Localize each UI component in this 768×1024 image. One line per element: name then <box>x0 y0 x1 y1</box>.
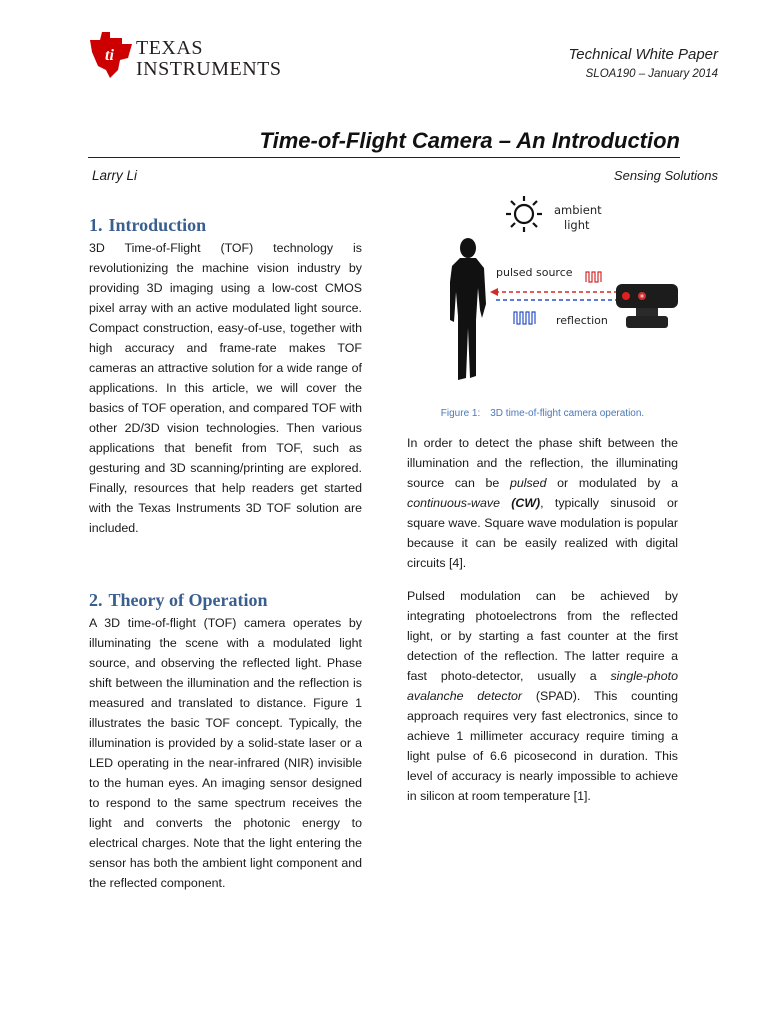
document-type: Technical White Paper <box>568 46 718 63</box>
section-body-introduction <box>89 238 362 538</box>
text-run: (SPAD). This counting approach requires very fast electronics, since to achieve 1 millimeter accuracy require timing a light pulse of 6.6 picosecond in duration. This level of accuracy is nearly impossible to achieve in silicon at room temperature [1]. <box>407 689 678 803</box>
text-run: , typically sinusoid or square wave. Square wave modulation is popular because it can be easily realized with digital circuits [4]. <box>407 496 678 570</box>
figure-tof-operation <box>440 192 690 392</box>
author-name: Larry Li <box>92 168 138 183</box>
tof-camera-icon <box>616 284 678 328</box>
ambient-label-1: ambient <box>554 203 602 217</box>
paragraph <box>407 433 678 573</box>
text-run: In order to detect the phase shift between the illumination and the reflection, the illuminating source can be <box>407 436 678 490</box>
section-number: 1. <box>89 215 103 235</box>
ti-logo <box>88 30 288 84</box>
emphasis-pulsed: pulsed <box>509 476 547 490</box>
ambient-label-2: light <box>564 218 590 232</box>
right-paragraph-1 <box>407 433 678 573</box>
paragraph <box>407 586 678 806</box>
svg-text:ti: ti <box>105 47 114 64</box>
reflection-label: reflection <box>556 314 608 327</box>
person-silhouette-icon <box>450 238 486 380</box>
pulsed-source-label: pulsed source <box>496 266 573 279</box>
right-paragraph-2 <box>407 586 678 806</box>
text-run: or modulated by a <box>546 476 678 490</box>
caption-text: 3D time-of-flight camera operation. <box>490 408 645 419</box>
figure-caption <box>407 408 678 419</box>
section-body-theory <box>89 613 362 893</box>
page-title: Time-of-Flight Camera – An Introduction <box>259 128 680 153</box>
reflection-waveform-icon <box>514 312 535 324</box>
emphasis-continuous-wave: continuous-wave <box>407 496 500 510</box>
title-divider <box>88 157 680 158</box>
section-title: Introduction <box>108 215 207 235</box>
section-title: Theory of Operation <box>108 590 268 610</box>
pulsed-arrowhead-icon <box>490 288 498 296</box>
author-organization: Sensing Solutions <box>613 168 718 183</box>
sun-icon <box>506 196 542 232</box>
section-heading-introduction <box>89 215 206 236</box>
strong-cw: (CW) <box>511 496 541 510</box>
ti-logo-icon <box>88 30 134 80</box>
document-id: SLOA190 – January 2014 <box>585 68 718 80</box>
logo-text-texas: TEXAS <box>136 37 203 59</box>
logo-text-instruments: INSTRUMENTS <box>136 58 282 80</box>
text-run <box>500 496 511 510</box>
paragraph: A 3D time-of-flight (TOF) camera operates by illuminating the scene with a modulated light source, and observing the reflected light. Phase shift between the illumination and the reflection is measured and translated to distance. Figure 1 illustrates the basic TOF concept. Typically, the illumination is provided by a solid-state laser or a LED operating in the near-infrared (NIR) invisible to the human eyes. An imaging sensor designed to respond to the same spectrum receives the light and converts the photonic energy to electrical charges. Note that the light entering the sensor has both the ambient light component and the reflected component. <box>89 616 362 890</box>
section-heading-theory <box>89 590 268 611</box>
emphasis-spad: single-photo avalanche detector <box>407 669 678 703</box>
section-number: 2. <box>89 590 103 610</box>
caption-prefix: Figure 1: <box>440 408 481 419</box>
paragraph: 3D Time-of-Flight (TOF) technology is revolutionizing the machine vision industry by providing 3D imaging using a low-cost CMOS pixel array with an active modulated light source. Compact construction, easy-of-use, together with high accuracy and frame-rate makes TOF cameras an attractive solution for a wide range of applications. In this article, we will cover the basics of TOF operation, and compared TOF with other 2D/3D vision technologies. Then various applications that benefit from TOF, such as gesturing and 3D scanning/printing are explored. Finally, resources that help readers get started with the Texas Instruments 3D TOF solution are included. <box>89 241 362 535</box>
text-run: Pulsed modulation can be achieved by integrating photoelectrons from the reflected light, or by starting a fast counter at the first detection of the reflection. The latter require a fast photo-detector, usually a <box>407 589 678 683</box>
pulse-waveform-icon <box>586 272 601 282</box>
